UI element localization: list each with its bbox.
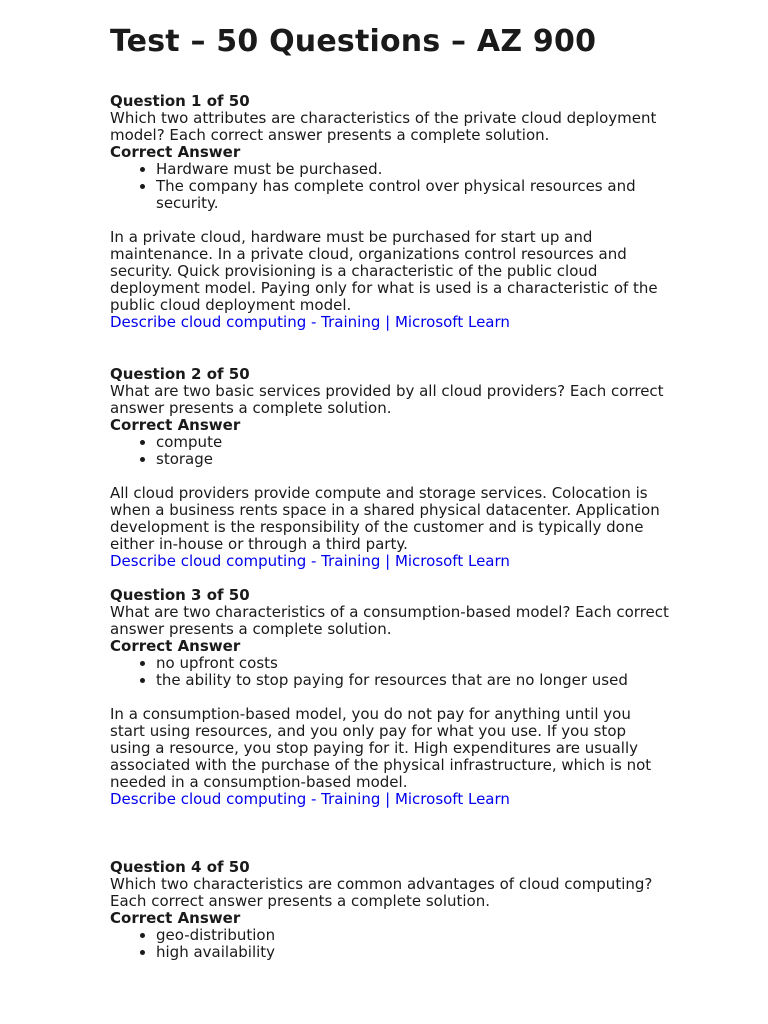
correct-answer-label: Correct Answer (110, 637, 241, 655)
microsoft-learn-link[interactable]: Describe cloud computing - Training | Microsoft Learn (110, 313, 510, 331)
answer-list (110, 161, 670, 212)
correct-answer-label: Correct Answer (110, 143, 241, 161)
answer-item: • the ability to stop paying for resources that are no longer used (156, 672, 670, 689)
question-text: Which two attributes are characteristics of the private cloud deployment model? Each correct answer presents a complete solution. (110, 109, 657, 144)
answer-item: • Hardware must be purchased. (156, 161, 670, 178)
microsoft-learn-link[interactable]: Describe cloud computing - Training | Microsoft Learn (110, 790, 510, 808)
answer-item: • geo-distribution (156, 927, 670, 944)
question-heading: Question 1 of 50 (110, 92, 250, 110)
question-text: What are two basic services provided by all cloud providers? Each correct answer presents a complete solution. (110, 382, 664, 417)
answer-item: • storage (156, 451, 670, 468)
correct-answer-label: Correct Answer (110, 416, 241, 434)
answer-list (110, 927, 670, 961)
correct-answer-label: Correct Answer (110, 909, 241, 927)
answer-item: • no upfront costs (156, 655, 670, 672)
question-1 (110, 93, 670, 331)
question-text: Which two characteristics are common advantages of cloud computing? Each correct answer presents a complete solution. (110, 875, 653, 910)
explanation-text: In a private cloud, hardware must be purchased for start up and maintenance. In a private cloud, organizations control resources and security. Quick provisioning is a characteristic of the public cloud deployment model. Paying only for what is used is a characteristic of the public cloud deployment model. (110, 228, 658, 314)
question-heading: Question 3 of 50 (110, 586, 250, 604)
question-2 (110, 366, 670, 570)
answer-item: • compute (156, 434, 670, 451)
document-title: Test – 50 Questions – AZ 900 (110, 24, 597, 59)
answer-list (110, 655, 670, 689)
question-heading: Question 2 of 50 (110, 365, 250, 383)
question-text: What are two characteristics of a consumption-based model? Each correct answer presents a complete solution. (110, 603, 669, 638)
answer-item: • The company has complete control over physical resources and security. (156, 178, 670, 212)
question-heading: Question 4 of 50 (110, 858, 250, 876)
microsoft-learn-link[interactable]: Describe cloud computing - Training | Microsoft Learn (110, 552, 510, 570)
explanation-text: In a consumption-based model, you do not pay for anything until you start using resources, and you only pay for what you use. If you stop using a resource, you stop paying for it. High expenditures are usually associated with the purchase of the physical infrastructure, which is not needed in a consumption-based model. (110, 705, 652, 791)
question-4 (110, 859, 670, 961)
answer-item: • high availability (156, 944, 670, 961)
answer-list (110, 434, 670, 468)
explanation-text: All cloud providers provide compute and storage services. Colocation is when a business rents space in a shared physical datacenter. Application development is the responsibility of the customer and is typically done either in-house or through a third party. (110, 484, 660, 553)
question-3 (110, 587, 670, 808)
